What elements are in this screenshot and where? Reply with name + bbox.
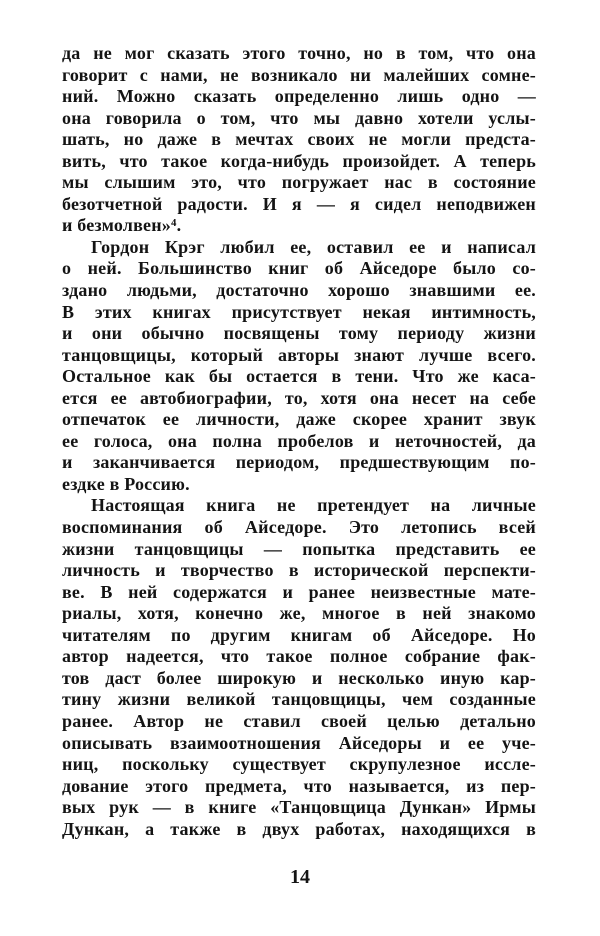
text-line: личность и творчество в исторической перспекти- bbox=[62, 560, 536, 581]
text-line: и заканчивается периодом, предшествующим по- bbox=[62, 452, 536, 473]
text-line: и они обычно посвящены тому периоду жизни bbox=[62, 323, 536, 344]
text-line: вых рук — в книге «Танцовщица Дункан» Ирмы bbox=[62, 797, 536, 818]
text-line: В этих книгах присутствует некая интимность, bbox=[62, 301, 536, 322]
text-line: ниц, поскольку существует скрупулезное иссле- bbox=[62, 754, 536, 775]
text-line: тину жизни великой танцовщицы, чем созданные bbox=[62, 689, 536, 710]
text-line: о ней. Большинство книг об Айседоре было со- bbox=[62, 258, 536, 279]
text-line: описывать взаимоотношения Айседоры и ее уче- bbox=[62, 732, 536, 753]
text-line: Остальное как бы остается в тени. Что же каса- bbox=[62, 366, 536, 387]
text-line: вить, что такое когда-нибудь произойдет. А теперь bbox=[62, 150, 536, 171]
text-line: дование этого предмета, что называется, из пер- bbox=[62, 775, 536, 796]
text-line: тов даст более широкую и несколько иную кар- bbox=[62, 667, 536, 688]
paragraph bbox=[62, 495, 536, 840]
text-line: ранее. Автор не ставил своей целью детально bbox=[62, 710, 536, 731]
text-line: читателям по другим книгам об Айседоре. Но bbox=[62, 624, 536, 645]
text-line: воспоминания об Айседоре. Это летопись всей bbox=[62, 517, 536, 538]
text-line: ее голоса, она полна пробелов и неточностей, да bbox=[62, 430, 536, 451]
text-line: она говорила о том, что мы давно хотели услы- bbox=[62, 107, 536, 128]
text-line: Дункан, а также в двух работах, находящихся в bbox=[62, 818, 536, 839]
text-line: говорит с нами, не возникало ни малейших сомне- bbox=[62, 64, 536, 85]
text-line: безотчетной радости. И я — я сидел неподвижен bbox=[62, 193, 536, 214]
text-line: жизни танцовщицы — попытка представить ее bbox=[62, 538, 536, 559]
text-line: ний. Можно сказать определенно лишь одно — bbox=[62, 86, 536, 107]
text-line: ется ее автобиографии, то, хотя она несет на себе bbox=[62, 387, 536, 408]
text-line: танцовщицы, который авторы знают лучше всего. bbox=[62, 344, 536, 365]
text-line: шать, но даже в мечтах своих не могли предста- bbox=[62, 129, 536, 150]
text-line: да не мог сказать этого точно, но в том, что она bbox=[62, 43, 536, 63]
text-line: Гордон Крэг любил ее, оставил ее и написал bbox=[91, 236, 536, 257]
text-line: автор надеется, что такое полное собрание фак- bbox=[62, 646, 536, 667]
paragraph bbox=[62, 43, 536, 237]
text-line: отпечаток ее личности, даже скорее хранит звук bbox=[62, 409, 536, 430]
text-line: мы слышим это, что погружает нас в состояние bbox=[62, 172, 536, 193]
paragraph bbox=[62, 237, 536, 496]
text-line: Настоящая книга не претендует на личные bbox=[91, 495, 536, 516]
page-body-text bbox=[62, 43, 536, 840]
text-line: ездке в Россию. bbox=[62, 473, 190, 494]
text-line: здано людьми, достаточно хорошо знавшими ее. bbox=[62, 280, 536, 301]
text-line: риалы, хотя, конечно же, многое в ней знакомо bbox=[62, 603, 536, 624]
text-line: ве. В ней содержатся и ранее неизвестные мате- bbox=[62, 581, 536, 602]
text-line: и безмолвен»⁴. bbox=[62, 215, 182, 236]
page-number: 14 bbox=[290, 866, 310, 888]
